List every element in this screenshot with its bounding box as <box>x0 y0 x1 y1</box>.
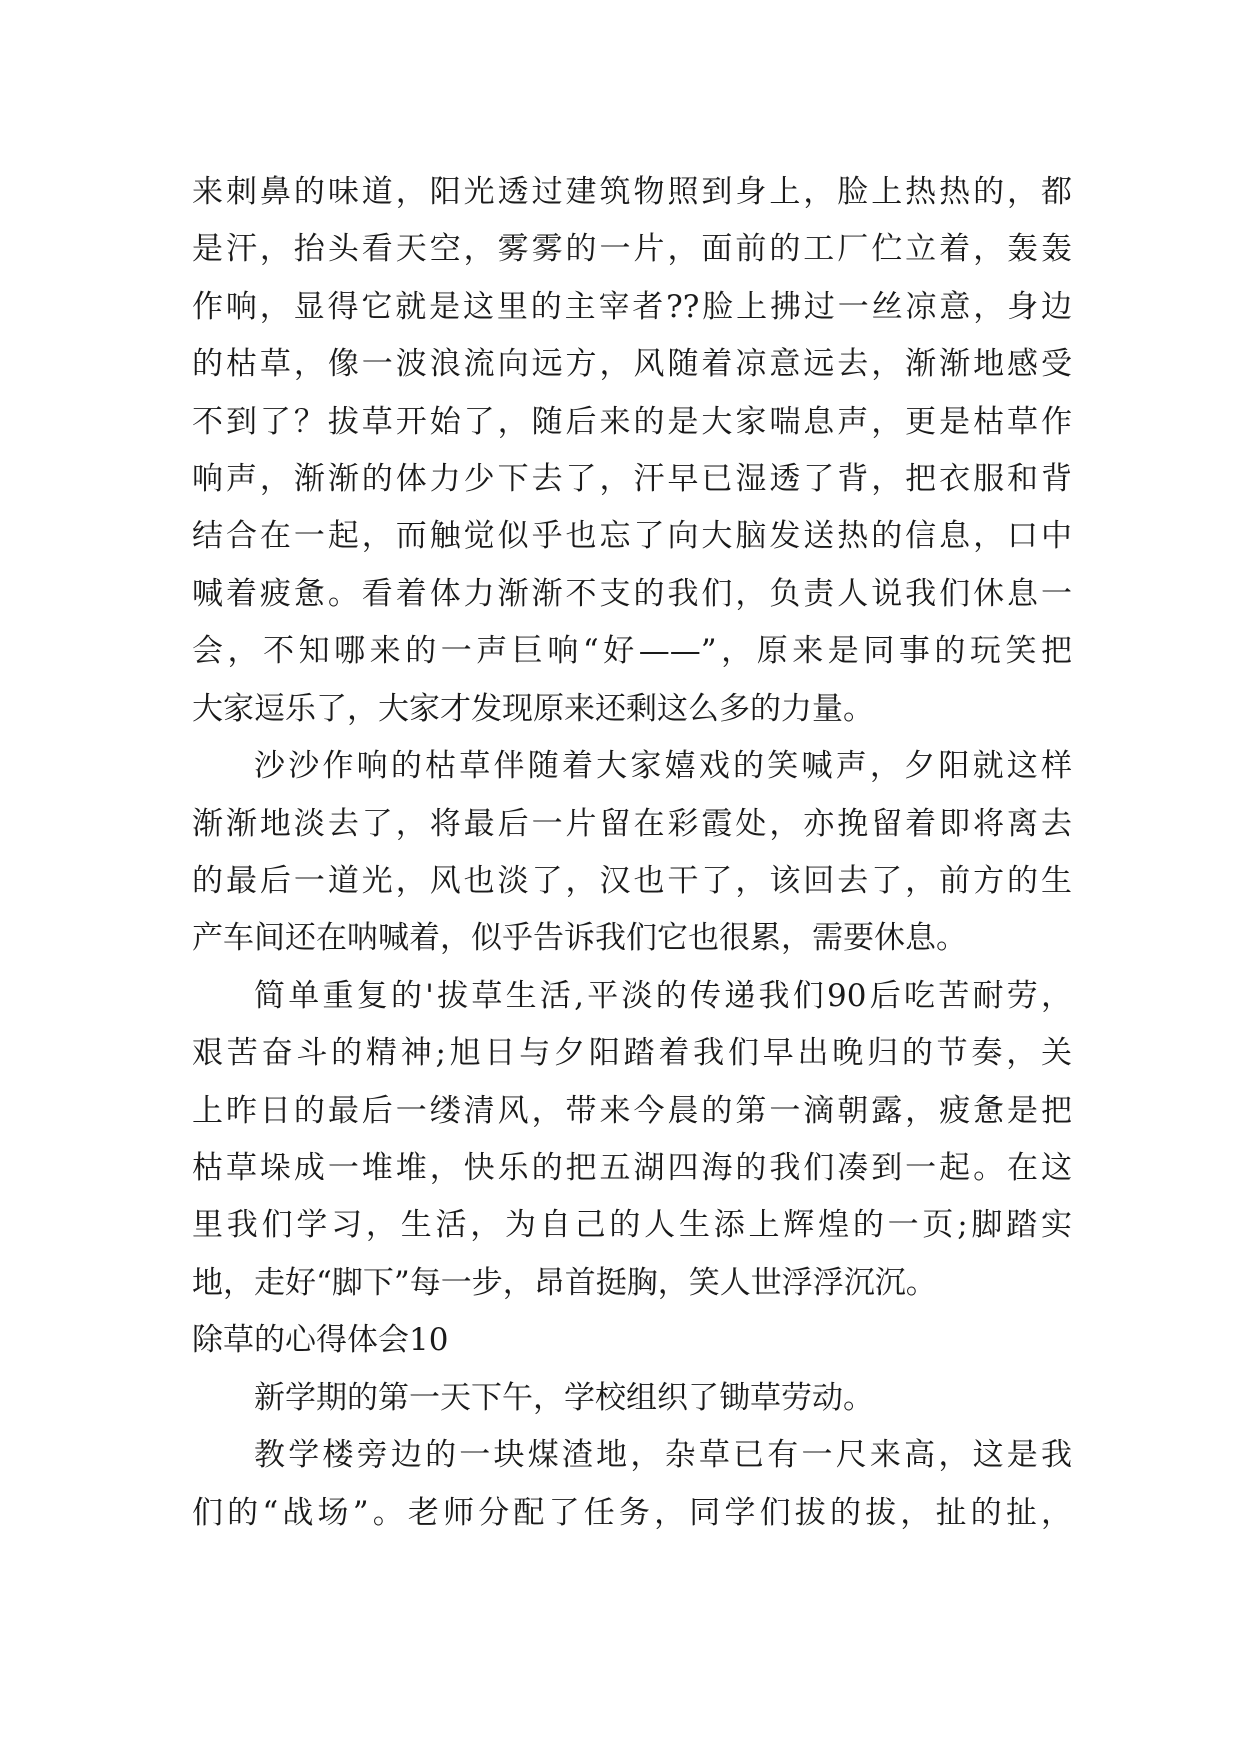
text-line: 们的“战场”。老师分配了任务，同学们拔的拔，扯的扯， <box>192 1495 1072 1531</box>
text-line: 简单重复的'拔草生活,平淡的传递我们90后吃苦耐劳， <box>254 978 1072 1014</box>
text-line: 渐渐地淡去了，将最后一片留在彩霞处，亦挽留着即将离去 <box>192 806 1072 842</box>
text-line: 上昨日的最后一缕清风，带来今晨的第一滴朝露，疲惫是把 <box>192 1093 1072 1129</box>
text-line: 教学楼旁边的一块煤渣地，杂草已有一尺来高，这是我 <box>254 1437 1072 1473</box>
text-line: 艰苦奋斗的精神;旭日与夕阳踏着我们早出晚归的节奏，关 <box>192 1035 1072 1071</box>
text-line: 地，走好“脚下”每一步，昂首挺胸，笑人世浮浮沉沉。 <box>192 1265 937 1301</box>
text-line: 大家逗乐了，大家才发现原来还剩这么多的力量。 <box>192 691 874 727</box>
text-line: 喊着疲惫。看着体力渐渐不支的我们，负责人说我们休息一 <box>192 576 1072 612</box>
text-line: 响声，渐渐的体力少下去了，汗早已湿透了背，把衣服和背 <box>192 461 1072 497</box>
text-line: 产车间还在呐喊着，似乎告诉我们它也很累，需要休息。 <box>192 920 967 956</box>
text-line: 会，不知哪来的一声巨响“好——”，原来是同事的玩笑把 <box>192 633 1072 669</box>
text-line: 的枯草，像一波浪流向远方，风随着凉意远去，渐渐地感受 <box>192 346 1072 382</box>
text-line: 新学期的第一天下午，学校组织了锄草劳动。 <box>254 1380 874 1416</box>
text-line: 结合在一起，而触觉似乎也忘了向大脑发送热的信息，口中 <box>192 518 1072 554</box>
text-line: 枯草垛成一堆堆，快乐的把五湖四海的我们凑到一起。在这 <box>192 1150 1072 1186</box>
section-heading: 除草的心得体会10 <box>192 1322 449 1358</box>
text-line: 来刺鼻的味道，阳光透过建筑物照到身上，脸上热热的，都 <box>192 174 1072 210</box>
text-line: 沙沙作响的枯草伴随着大家嬉戏的笑喊声，夕阳就这样 <box>254 748 1072 784</box>
text-line: 里我们学习，生活，为自己的人生添上辉煌的一页;脚踏实 <box>192 1207 1072 1243</box>
text-line: 是汗，抬头看天空，雾雾的一片，面前的工厂伫立着，轰轰 <box>192 231 1072 267</box>
text-line: 不到了？拔草开始了，随后来的是大家喘息声，更是枯草作 <box>192 404 1072 440</box>
text-line: 的最后一道光，风也淡了，汉也干了，该回去了，前方的生 <box>192 863 1072 899</box>
text-line: 作响，显得它就是这里的主宰者??脸上拂过一丝凉意，身边 <box>192 289 1072 325</box>
